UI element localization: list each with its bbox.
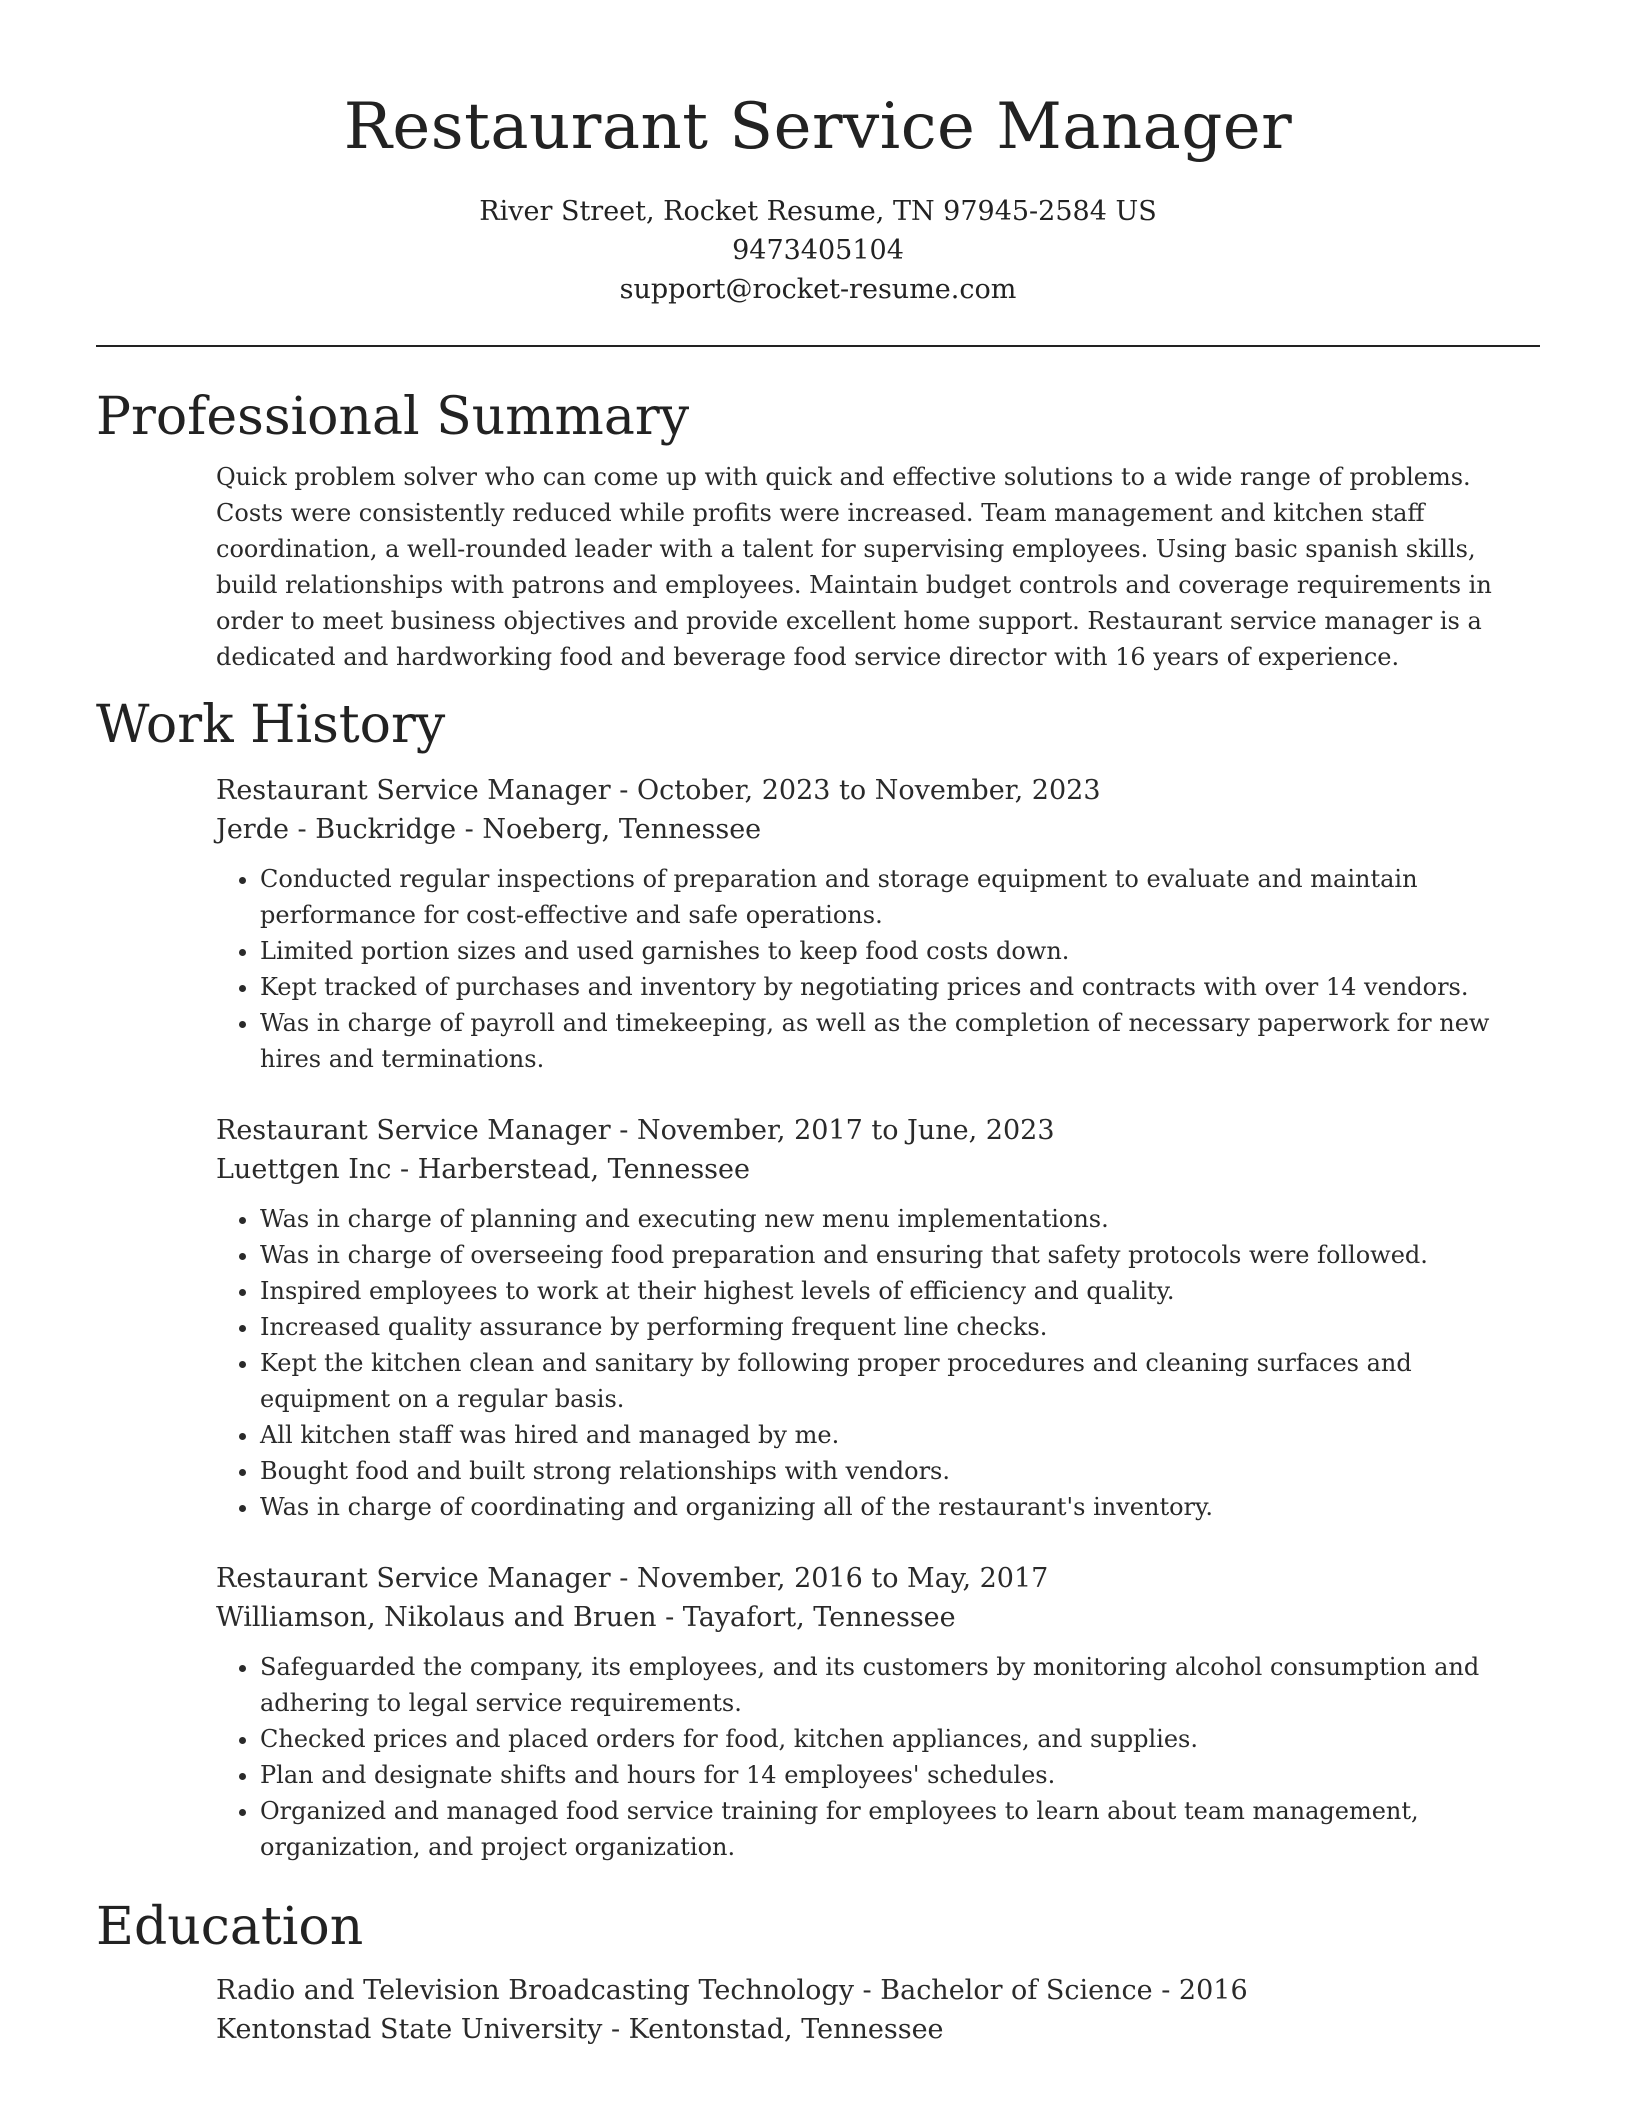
education-location: Kentonstad, Tennessee	[628, 2014, 944, 2045]
job-entry	[216, 1559, 1540, 1865]
job-bullet: • Kept tracked of purchases and inventory by negotiating prices and contracts with over 14 vendors.	[260, 969, 1540, 1005]
header-divider	[96, 345, 1540, 347]
job-dates: October, 2023 to November, 2023	[636, 775, 1101, 806]
job-title-line: Restaurant Service Manager - November, 2017 to June, 2023	[216, 1115, 1055, 1146]
job-location: Tayafort, Tennessee	[682, 1602, 956, 1633]
contact-address: River Street, Rocket Resume, TN 97945-2584 US	[479, 196, 1157, 227]
job-bullet: • Plan and designate shifts and hours for 14 employees' schedules.	[260, 1757, 1540, 1793]
education-year: 2016	[1178, 1975, 1248, 2006]
job-bullet: • Was in charge of overseeing food preparation and ensuring that safety protocols were followed.	[260, 1237, 1540, 1273]
contact-phone: 9473405104	[732, 235, 904, 266]
job-bullets	[216, 861, 1540, 1077]
work-history-list	[216, 771, 1540, 1865]
job-dates: November, 2017 to June, 2023	[636, 1115, 1055, 1146]
job-dates: November, 2016 to May, 2017	[636, 1563, 1049, 1594]
job-company: Williamson, Nikolaus and Bruen	[216, 1602, 657, 1633]
summary-text: Quick problem solver who can come up with quick and effective solutions to a wide range of problems. Costs were consistently reduced while profits were increased. Team management and kitchen staff coordination, a well-rounded leader with a talent for supervising employees. Using basic spanish skills, build relationships with patrons and employees. Maintain budget controls and coverage requirements in order to meet business objectives and provide excellent home support. Restaurant service manager is a dedicated and hardworking food and beverage food service director with 16 years of experience.	[216, 463, 1492, 671]
job-location: Harberstead, Tennessee	[417, 1154, 750, 1185]
job-bullet: • Checked prices and placed orders for food, kitchen appliances, and supplies.	[260, 1721, 1540, 1757]
job-title-line: Restaurant Service Manager - November, 2016 to May, 2017	[216, 1563, 1049, 1594]
contact-block	[96, 192, 1540, 309]
education-degree-line: Radio and Television Broadcasting Technology - Bachelor of Science - 2016	[216, 1975, 1248, 2006]
job-role: Restaurant Service Manager	[216, 1115, 611, 1146]
job-location: Noeberg, Tennessee	[482, 814, 762, 845]
work-history-heading: Work History	[96, 695, 446, 755]
education-field: Radio and Television Broadcasting Technology	[216, 1975, 854, 2006]
job-company-line: Williamson, Nikolaus and Bruen - Tayafort, Tennessee	[216, 1602, 956, 1633]
job-bullet: • Bought food and built strong relationships with vendors.	[260, 1453, 1540, 1489]
job-company-line: Jerde - Buckridge - Noeberg, Tennessee	[216, 814, 762, 845]
job-title-line: Restaurant Service Manager - October, 2023 to November, 2023	[216, 775, 1101, 806]
job-bullet: • Was in charge of coordinating and organizing all of the restaurant's inventory.	[260, 1489, 1540, 1525]
education-entry	[216, 1971, 1540, 2049]
job-bullet: • Safeguarded the company, its employees, and its customers by monitoring alcohol consumption and adhering to legal service requirements.	[260, 1649, 1540, 1721]
job-bullets	[216, 1649, 1540, 1865]
contact-email: support@rocket-resume.com	[619, 274, 1017, 305]
resume-page	[96, 0, 1540, 2049]
job-entry	[216, 771, 1540, 1077]
job-entry	[216, 1111, 1540, 1525]
job-bullet: • Inspired employees to work at their highest levels of efficiency and quality.	[260, 1273, 1540, 1309]
job-company: Luettgen Inc	[216, 1154, 392, 1185]
job-bullet: • Was in charge of planning and executing new menu implementations.	[260, 1201, 1540, 1237]
job-bullet: • Increased quality assurance by performing frequent line checks.	[260, 1309, 1540, 1345]
education-school: Kentonstad State University	[216, 2014, 603, 2045]
job-bullet: • Was in charge of payroll and timekeeping, as well as the completion of necessary paperwork for new hires and terminations.	[260, 1005, 1540, 1077]
education-heading: Education	[96, 1897, 364, 1957]
job-role: Restaurant Service Manager	[216, 1563, 611, 1594]
job-bullets	[216, 1201, 1540, 1525]
job-bullet: • All kitchen staff was hired and managed by me.	[260, 1417, 1540, 1453]
resume-name: Restaurant Service Manager	[343, 90, 1293, 164]
job-bullet: • Limited portion sizes and used garnishes to keep food costs down.	[260, 933, 1540, 969]
summary-heading: Professional Summary	[96, 387, 690, 447]
job-bullet: • Kept the kitchen clean and sanitary by following proper procedures and cleaning surfaces and equipment on a regular basis.	[260, 1345, 1540, 1417]
job-company-line: Luettgen Inc - Harberstead, Tennessee	[216, 1154, 750, 1185]
job-company: Jerde - Buckridge	[216, 814, 457, 845]
job-bullet: • Organized and managed food service training for employees to learn about team management, organization, and project organization.	[260, 1793, 1540, 1865]
education-school-line: Kentonstad State University - Kentonstad, Tennessee	[216, 2014, 944, 2045]
job-role: Restaurant Service Manager	[216, 775, 611, 806]
education-degree: Bachelor of Science	[880, 1975, 1153, 2006]
job-bullet: • Conducted regular inspections of preparation and storage equipment to evaluate and maintain performance for cost-effective and safe operations.	[260, 861, 1540, 933]
